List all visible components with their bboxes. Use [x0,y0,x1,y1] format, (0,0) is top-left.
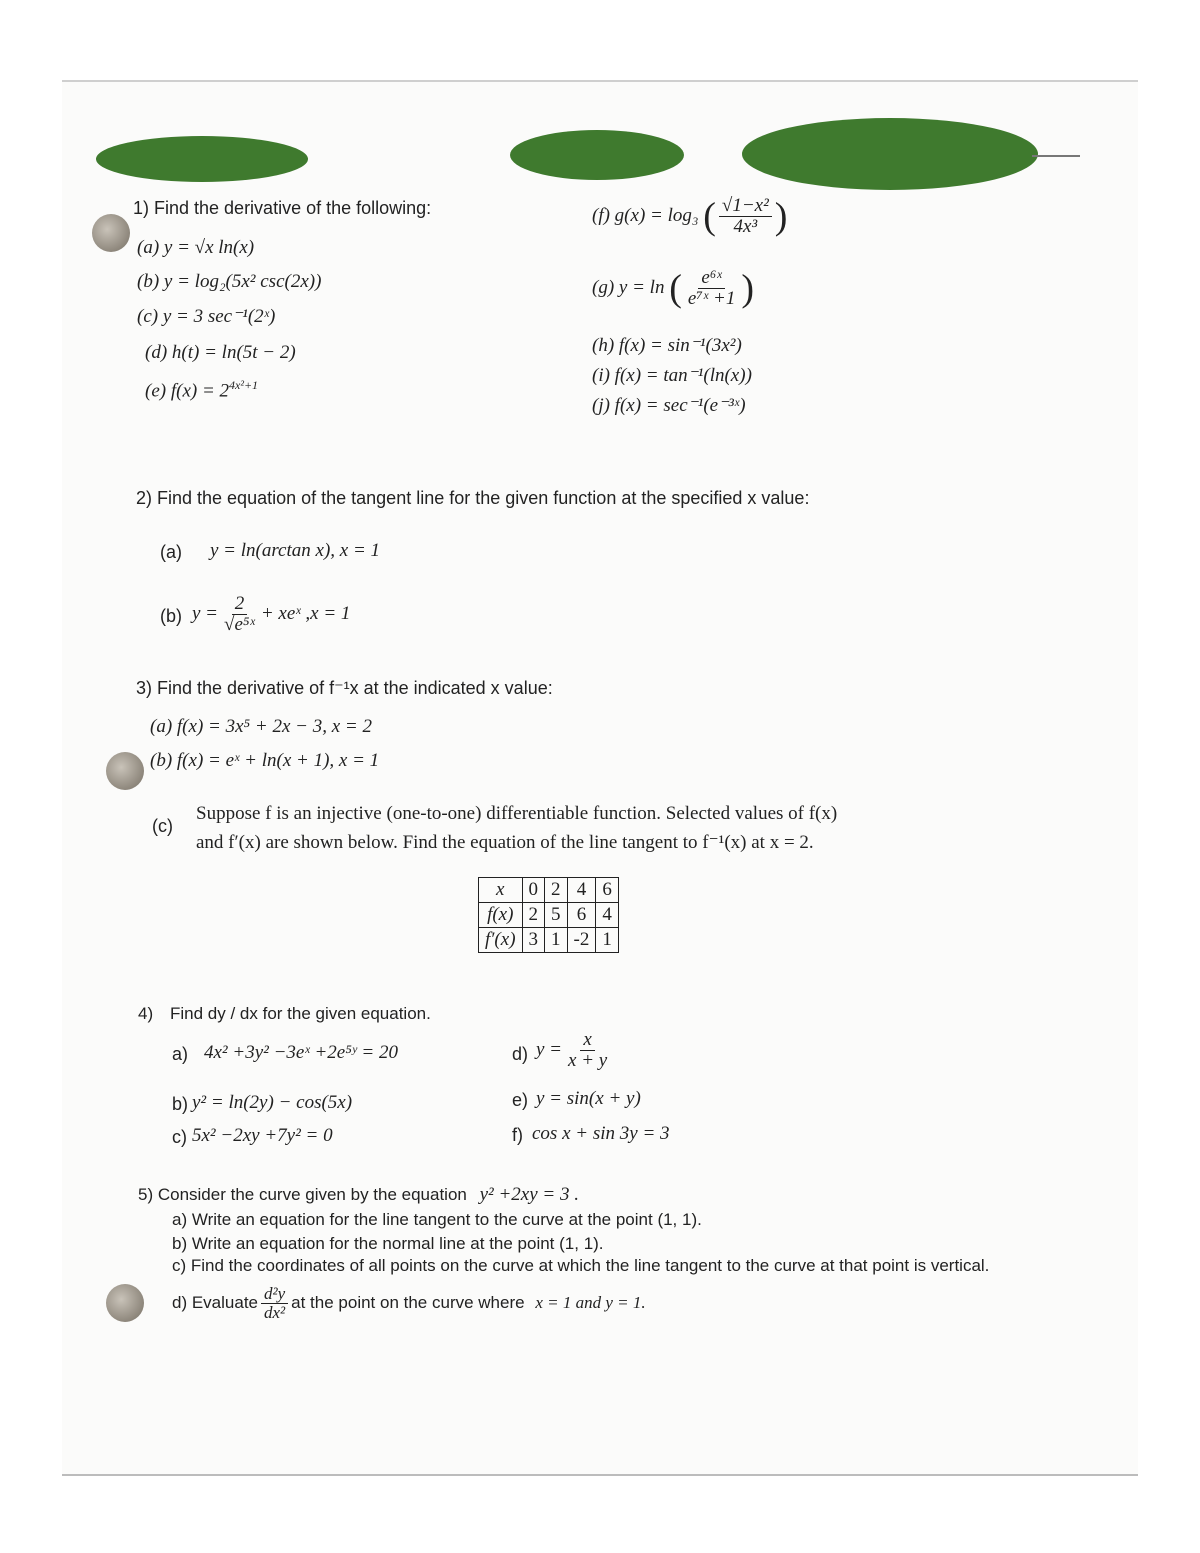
q5-heading [138,1184,579,1206]
q3-item-a: (a) f(x) = 3x⁵ + 2x − 3, x = 2 [150,716,372,737]
q4-item-b: y² = ln(2y) − cos(5x) [192,1092,353,1113]
punch-hole-bottom [106,1284,144,1322]
table-cell: 4 [596,903,619,928]
q5-heading-equation: y² +2xy = 3 . [479,1184,579,1205]
table-cell: 1 [596,928,619,953]
q5-item-d-denominator: dx² [264,1302,286,1322]
q4-item-d [536,1030,613,1071]
q5-item-d-label: d) Evaluate [172,1292,258,1312]
table-row [479,928,619,953]
q1-item-i: (i) f(x) = tan⁻¹(ln(x)) [592,365,752,386]
q4-item-a: 4x² +3y² −3eˣ +2e⁵ʸ = 20 [204,1042,398,1063]
q5-item-d [172,1285,646,1322]
q4-item-a-label: a) [172,1044,189,1064]
redaction-mark-left [96,136,308,182]
q5-item-d-rest: at the point on the curve where [291,1292,525,1312]
q1-item-e-exponent: 4x²+1 [229,378,259,392]
q1-heading: 1) Find the derivative of the following: [133,198,432,218]
q5-item-d-numerator: d²y [261,1285,288,1304]
q4-heading-number: 4) [138,1004,154,1023]
q5-item-c: c) Find the coordinates of all points on the curve at which the line tangent to the curve at that point is vertical. [172,1256,990,1275]
q1-item-c: (c) y = 3 sec⁻¹(2ˣ) [137,306,276,327]
q3-item-b: (b) f(x) = eˣ + ln(x + 1), x = 1 [150,750,380,771]
q1-item-d: (d) h(t) = ln(5t − 2) [145,342,296,363]
q2-item-a: y = ln(arctan x), x = 1 [210,540,381,561]
q1-item-b: (b) y = log₂(5x² csc(2x)) [137,271,322,292]
q2-item-b [192,594,350,635]
q1-item-a: (a) y = √x ln(x) [137,237,255,258]
name-line [1032,155,1080,157]
q4-item-f: cos x + sin 3y = 3 [532,1123,670,1144]
q1-item-g-denominator: e⁷ˣ +1 [687,287,736,309]
table-cell: 6 [596,878,619,903]
q2-heading: 2) Find the equation of the tangent line for the given function at the specified x value: [136,488,810,508]
q4-item-d-lhs: y = [536,1038,563,1060]
q4-item-f-label: f) [512,1125,523,1145]
q5-item-a: a) Write an equation for the line tangent to the curve at the point (1, 1). [172,1210,702,1229]
q3-item-c-label: (c) [152,816,173,836]
q3-item-c-line2: and f′(x) are shown below. Find the equation of the line tangent to f⁻¹(x) at x = 2. [196,832,814,853]
redaction-mark-center [510,130,684,180]
q1-item-g-numerator: e⁶ˣ [698,268,724,289]
q4-item-d-label: d) [512,1044,529,1064]
q1-item-f-denominator: 4x³ [733,215,758,237]
table-header-cell: f′(x) [479,928,523,953]
q4-item-c-label: c) [172,1127,187,1147]
q1-item-h: (h) f(x) = sin⁻¹(3x²) [592,335,742,356]
q5-heading-text: 5) Consider the curve given by the equation [138,1185,467,1204]
redaction-mark-right [742,118,1038,190]
table-header-cell: x [479,878,523,903]
q1-item-g-label: (g) y = ln [592,276,665,298]
q4-heading: Find dy / dx for the given equation. [170,1004,431,1023]
q1-item-e [145,378,258,402]
punch-hole-top [92,214,130,252]
q4-item-e-label: e) [512,1090,529,1110]
q2-item-b-lhs: y = [192,602,219,624]
table-cell: 0 [522,878,545,903]
table-cell: 4 [567,878,596,903]
table-cell: -2 [567,928,596,953]
q3-heading: 3) Find the derivative of f⁻¹x at the indicated x value: [136,678,553,698]
q4-item-d-denominator: x + y [568,1049,608,1071]
q1-item-e-base: (e) f(x) = 2 [145,380,230,402]
q4-item-b-label: b) [172,1094,189,1114]
q4-item-e: y = sin(x + y) [536,1088,641,1109]
q3-item-c-line1: Suppose f is an injective (one-to-one) differentiable function. Selected values of f(x) [196,803,838,824]
q1-item-j: (j) f(x) = sec⁻¹(e⁻³ˣ) [592,395,746,416]
q2-item-b-denominator: √e⁵ˣ [224,613,255,635]
table-row [479,903,619,928]
table-cell: 1 [545,928,568,953]
q2-item-b-rest: + xeˣ ,x = 1 [260,602,351,624]
q4-item-c: 5x² −2xy +7y² = 0 [192,1125,333,1146]
q1-item-g: (g) y = ln ( $\frac{\text{e⁶ˣ}}{\text{e⁷ˣ +1}}$ ) [592,267,754,310]
q2-item-b-label: (b) [160,606,182,626]
table-cell: 5 [545,903,568,928]
table-cell: 2 [522,903,545,928]
table-cell: 6 [567,903,596,928]
table-row [479,878,619,903]
q1-item-f-label: (f) g(x) = log₃ [592,204,699,226]
q5-item-b: b) Write an equation for the normal line at the point (1, 1). [172,1234,604,1253]
q1-item-f-numerator: √1−x² [719,196,772,217]
q4-item-d-numerator: x [580,1030,594,1051]
q5-item-d-condition: x = 1 and y = 1. [535,1292,646,1312]
values-table [478,877,619,953]
table-header-cell: f(x) [479,903,523,928]
table-cell: 2 [545,878,568,903]
table-cell: 3 [522,928,545,953]
q1-item-f: (f) g(x) = log₃ ( $\frac{\text{√1−x²}}{\text{4x³}}$ ) [592,195,788,238]
q2-item-a-label: (a) [160,542,182,562]
q2-item-b-numerator: 2 [232,594,248,615]
punch-hole-middle [106,752,144,790]
